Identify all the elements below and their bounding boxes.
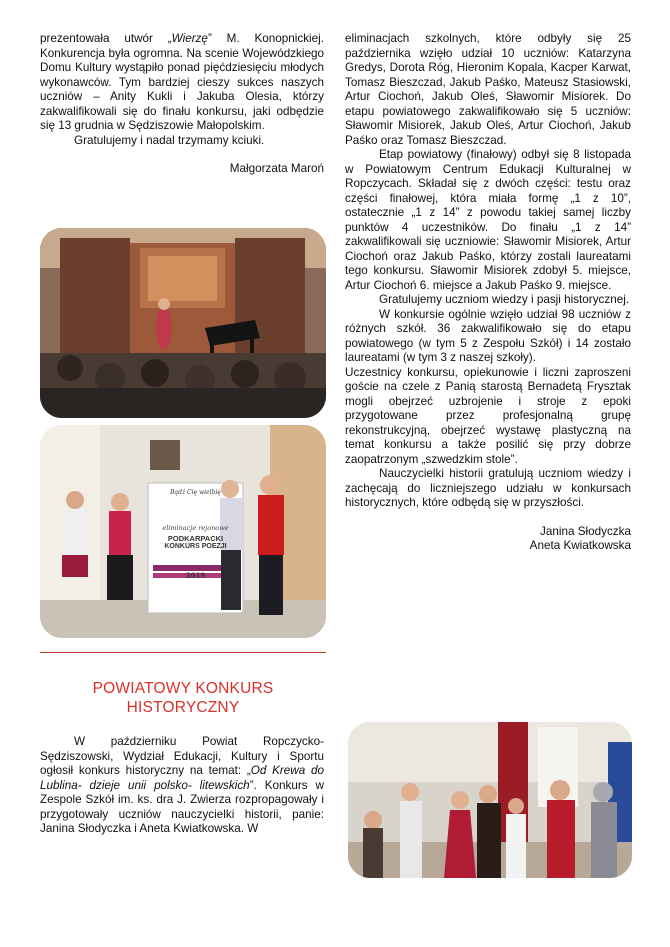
signature-2: Aneta Kwiatkowska	[529, 539, 631, 552]
paragraph-teachers: Nauczycielki historii gratulują uczniom wiedzy i zachęcają do liczniejszego udziału w konkursach historycznych, które odbędą się w przyszłości.	[345, 467, 631, 509]
poster-line-3: RELIGIJNEJ	[172, 550, 219, 559]
section-heading-line-2: HISTORYCZNY	[126, 699, 240, 716]
contest-poster-text	[148, 485, 243, 580]
paragraph-participants: W konkursie ogólnie wzięło udział 98 uczniów z różnych szkół. 36 zakwalifikowało się do etapu powiatowego (w tym 5 z Zespołu Szkół) i 14 zostało laureatami (w tym 3 z naszej szkoły).	[345, 307, 631, 364]
paragraph-congrats: Gratulujemy uczniom wiedzy i pasji historycznej.	[379, 293, 630, 306]
reenactment-photo	[348, 722, 632, 878]
history-intro-text	[40, 735, 324, 837]
poster-line-2: KONKURS POEZJI	[164, 543, 227, 550]
paragraph-school-round: eliminacjach szkolnych, które odbyły się 25 października wzięło udział 10 uczniów: Katarzyna Gredys, Dorota Róg, Hieronim Kopala, Kacper Karwat, Tomasz Bieszczad, Jakub Paśko, Mateusz Stasiowski, Artur Ciochoń, Jakub Oleś, Sławomir Misiorek. Do etapu powiatowego zakwalifikowało się 5 uczniów: Sławomir Misiorek, Jakub Oleś, Artur Ciochoń, Jakub Paśko oraz Tomasz Bieszczad.	[345, 32, 631, 147]
poster-motto: Bądź Cię wielbię	[170, 489, 221, 496]
section-divider	[40, 652, 326, 653]
poster-line-1: PODKARPACKI	[167, 534, 224, 543]
concert-photo	[40, 228, 326, 418]
left-column-top-text	[40, 32, 324, 177]
poetry-contest-photo	[40, 425, 326, 638]
signature-1: Janina Słodyczka	[540, 524, 631, 538]
paragraph-guests: Uczestnicy konkursu, opiekunowie i liczni zaproszeni goście na czele z Panią starostą Bernadetą Frysztak mogli obejrzeć uzbrojenie i stroje z epoki przygotowane przez profesjonalną grupę rekonstrukcyjną, obejrzeć wystawę plastyczną na temat konkursu a także posilić się przy dobrze zaopatrzonym „szwedzkim stole”.	[345, 365, 631, 466]
author-signature: Małgorzata Maroń	[229, 162, 324, 175]
poster-subtitle: eliminacje rejonowe	[162, 524, 229, 532]
section-heading	[40, 679, 326, 717]
right-column-text	[345, 32, 631, 554]
section-heading-line-1: POWIATOWY KONKURS	[92, 680, 274, 697]
paragraph-history-intro: W październiku Powiat Ropczycko-Sędziszowski, Wydział Edukacji, Kultury i Sportu ogłosił konkurs historyczny na temat: „Od Krewa do Lublina- dzieje unii polsko- litewskich”. Konkurs w Zespole Szkół im. ks. dra J. Zwierza rozpropagowały i przygotowały uczniów nauczycielki historii, panie: Janina Słodyczka i Aneta Kwiatkowska. W	[40, 735, 324, 835]
congrats-line: Gratulujemy i nadal trzymamy kciuki.	[74, 133, 265, 147]
paragraph-county-round: Etap powiatowy (finałowy) odbył się 8 listopada w Powiatowym Centrum Edukacji Kulturalnej w Ropczycach. Składał się z dwóch części: testu oraz części finałowej, która miała formę „1 z 10”, ostatecznie „1 z 14” z powodu takiej samej liczby punktów 4 uczestników. Do finału „1 z 14” zakwalifikowali się uczniowie: Sławomir Misiorek, Artur Ciochoń oraz Jakub Paśko, którzy zostali laureatami tego konkursu. Sławomir Misiorek zdobył 5. miejsce, Artur Ciochoń 6. miejsce a Jakub Paśko 9. miejsce.	[345, 148, 631, 292]
paragraph-recital: prezentowała utwór „Wierzę” M. Konopnickiej. Konkurencja była ogromna. Na scenie Wojewódzkiego Domu Kultury wystąpiło ponad pięćdziesięciu młodych wykonawców. Tym bardziej cieszy sukces naszych uczniów – Anity Kukli i Jakuba Olesia, którzy zakwalifikowali się do finału konkursu, jaki odbędzie się 13 grudnia w Sędziszowie Małopolskim.	[40, 32, 324, 132]
poster-year: 2019	[185, 571, 206, 580]
